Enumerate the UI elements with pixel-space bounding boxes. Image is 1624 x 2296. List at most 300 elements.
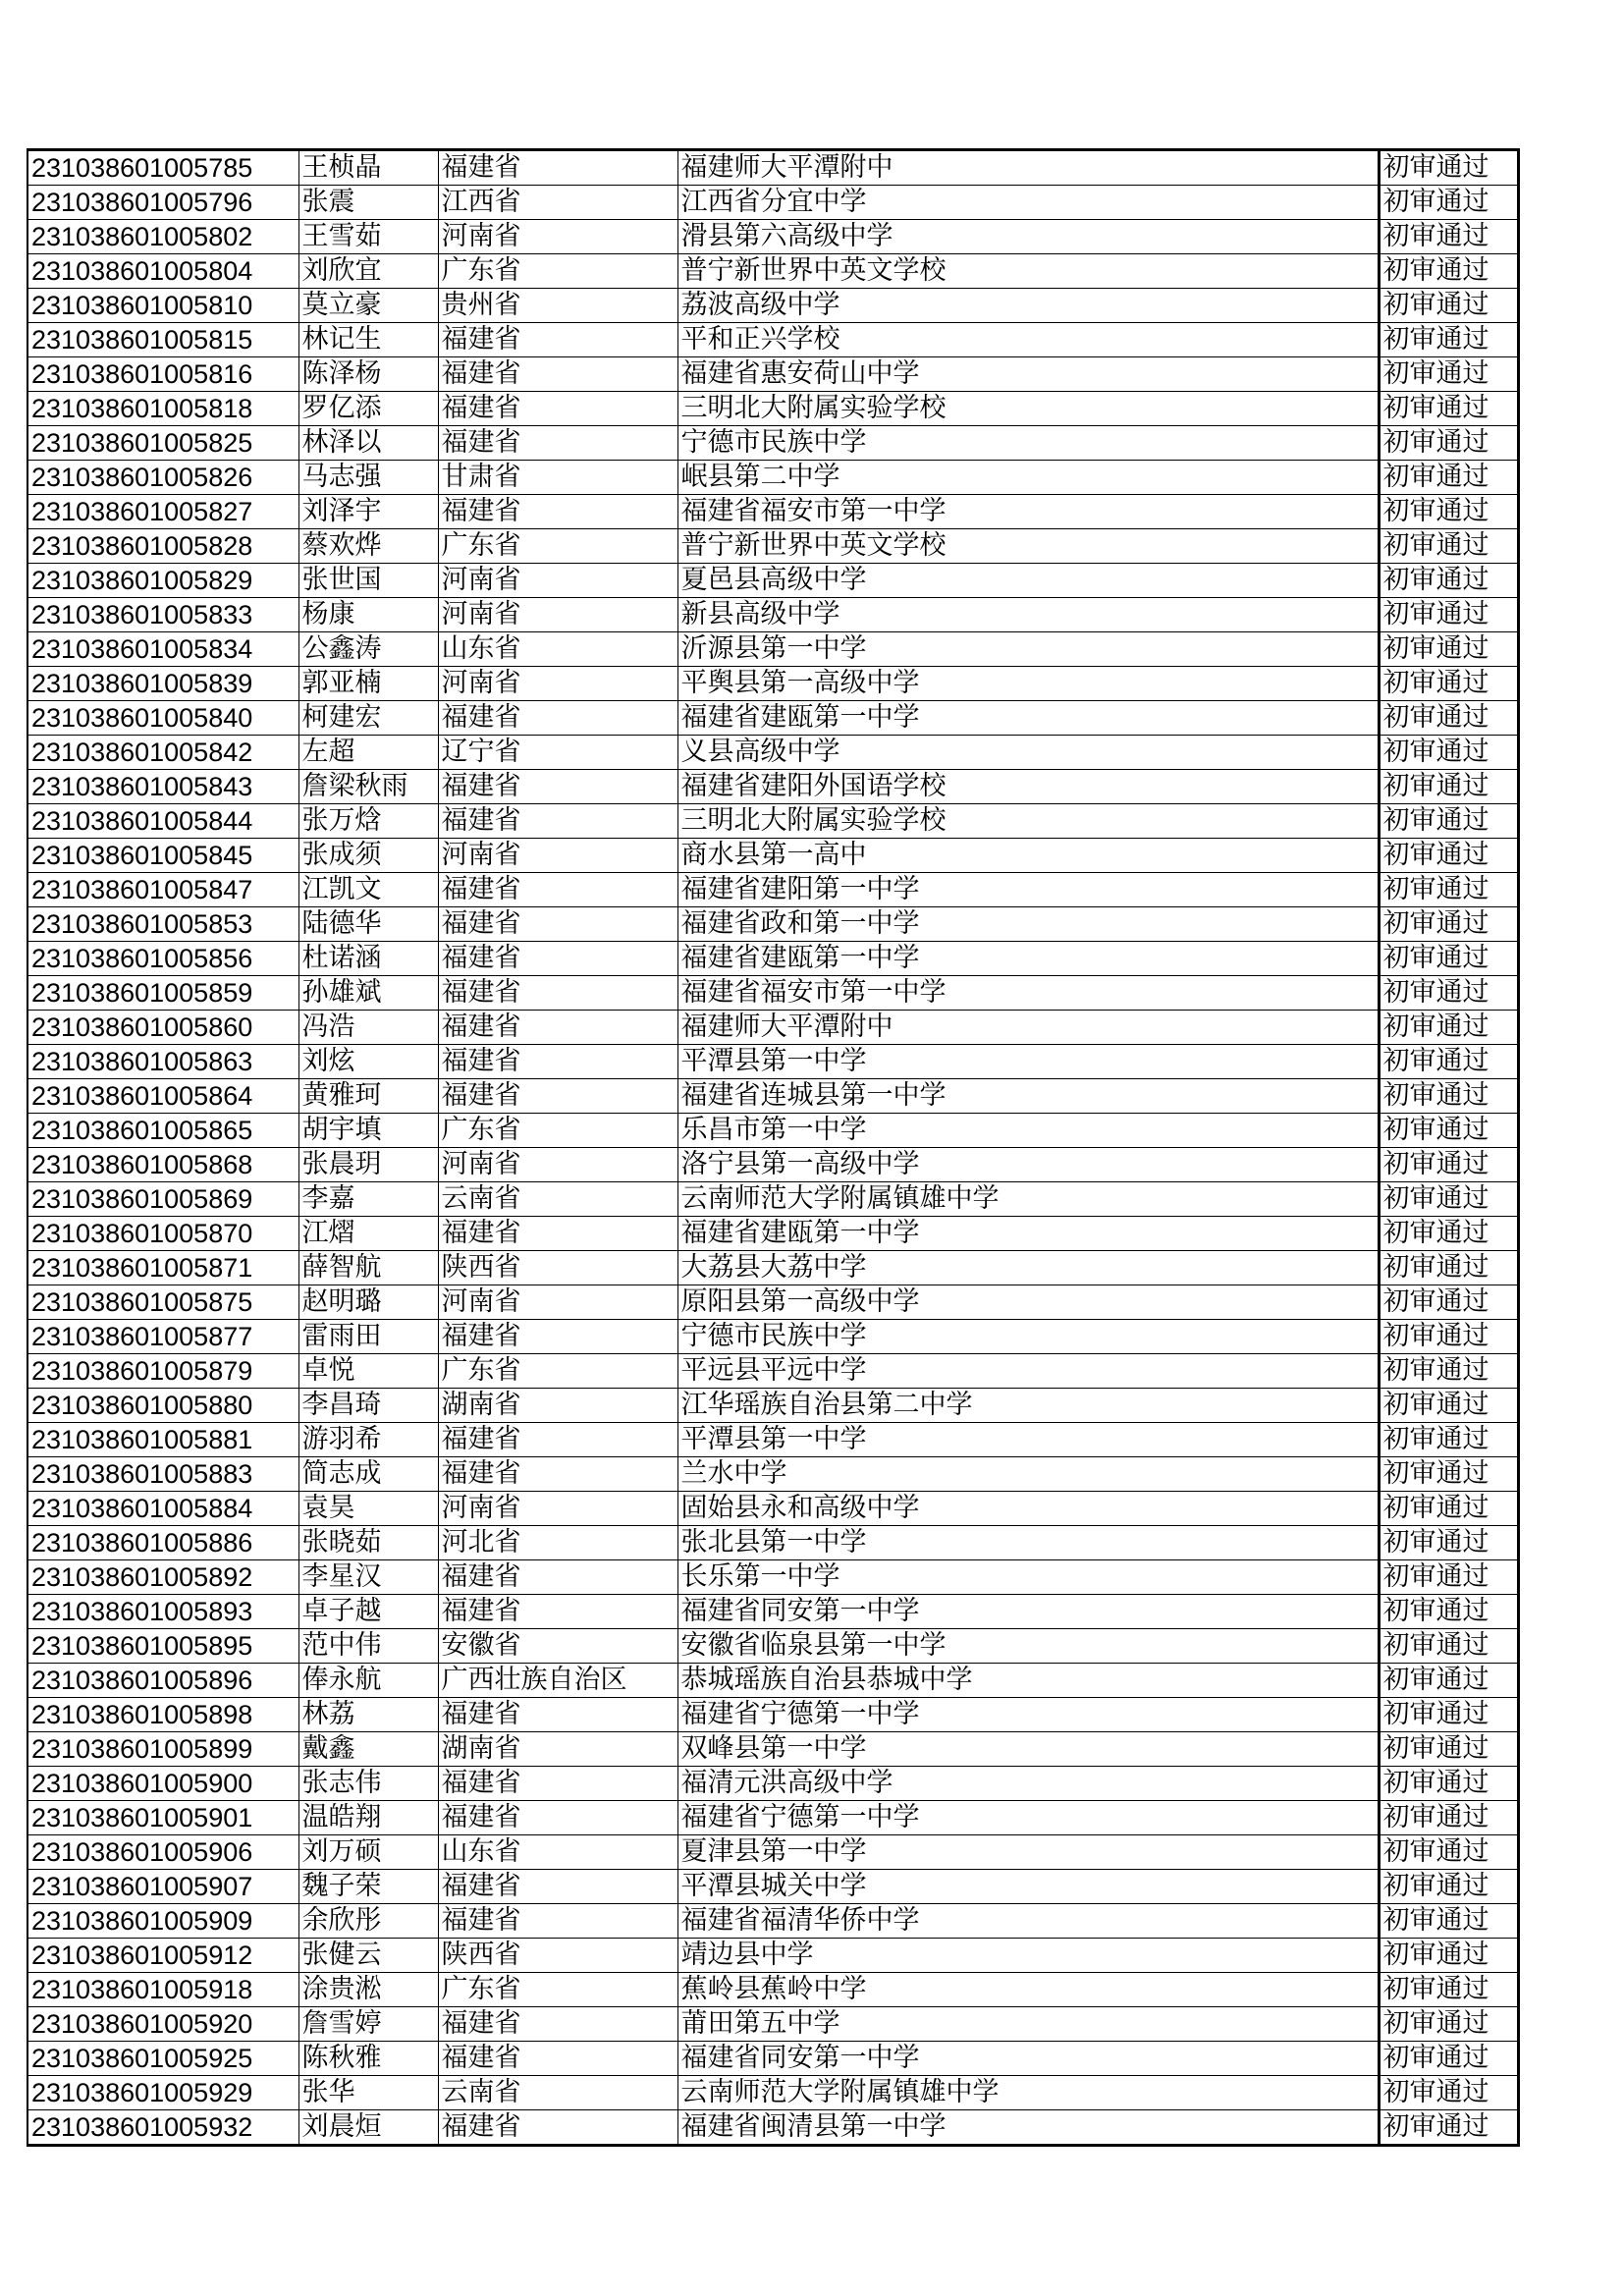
review-status-cell: 初审通过 (1379, 1870, 1518, 1904)
review-status-cell: 初审通过 (1379, 1389, 1518, 1423)
school-cell: 夏津县第一中学 (677, 1835, 1379, 1870)
school-cell: 宁德市民族中学 (677, 1320, 1379, 1354)
applicant-name-cell: 游羽希 (298, 1423, 438, 1457)
table-row (27, 1698, 1518, 1732)
applicant-id-cell: 231038601005829 (27, 564, 298, 598)
applicant-name-cell: 张晨玥 (298, 1148, 438, 1182)
applicant-name-cell: 张万焓 (298, 804, 438, 839)
applicant-name-cell: 孙雄斌 (298, 976, 438, 1011)
school-cell: 福建省惠安荷山中学 (677, 357, 1379, 392)
table-row (27, 1767, 1518, 1801)
applicant-name-cell: 刘万硕 (298, 1835, 438, 1870)
applicant-id-cell: 231038601005859 (27, 976, 298, 1011)
table-row (27, 770, 1518, 804)
applicant-name-cell: 涂贵淞 (298, 1973, 438, 2007)
school-cell: 三明北大附属实验学校 (677, 392, 1379, 426)
applicant-name-cell: 刘晨烜 (298, 2110, 438, 2146)
table-row (27, 1973, 1518, 2007)
applicant-id-cell: 231038601005842 (27, 736, 298, 770)
province-cell: 福建省 (438, 1423, 677, 1457)
table-row (27, 186, 1518, 220)
province-cell: 湖南省 (438, 1389, 677, 1423)
province-cell: 福建省 (438, 2007, 677, 2042)
applicant-id-cell: 231038601005875 (27, 1285, 298, 1320)
school-cell: 普宁新世界中英文学校 (677, 254, 1379, 289)
province-cell: 福建省 (438, 1767, 677, 1801)
review-status-cell: 初审通过 (1379, 667, 1518, 701)
applicant-id-cell: 231038601005853 (27, 907, 298, 942)
table-row (27, 873, 1518, 907)
applicant-name-cell: 张世国 (298, 564, 438, 598)
applicant-name-cell: 俸永航 (298, 1664, 438, 1698)
table-row (27, 254, 1518, 289)
school-cell: 福建省连城县第一中学 (677, 1079, 1379, 1114)
review-status-cell: 初审通过 (1379, 1285, 1518, 1320)
school-cell: 福建省建瓯第一中学 (677, 1217, 1379, 1251)
school-cell: 平潭县第一中学 (677, 1423, 1379, 1457)
school-cell: 岷县第二中学 (677, 461, 1379, 495)
school-cell: 安徽省临泉县第一中学 (677, 1629, 1379, 1664)
applicant-name-cell: 杜诺涵 (298, 942, 438, 976)
table-row (27, 529, 1518, 564)
review-status-cell: 初审通过 (1379, 1904, 1518, 1939)
applicant-name-cell: 江熠 (298, 1217, 438, 1251)
province-cell: 福建省 (438, 2110, 677, 2146)
school-cell: 乐昌市第一中学 (677, 1114, 1379, 1148)
province-cell: 云南省 (438, 2076, 677, 2110)
applicant-id-cell: 231038601005925 (27, 2042, 298, 2076)
applicant-name-cell: 李嘉 (298, 1182, 438, 1217)
table-row (27, 1595, 1518, 1629)
applicant-name-cell: 黄雅珂 (298, 1079, 438, 1114)
applicant-id-cell: 231038601005886 (27, 1526, 298, 1560)
table-row (27, 1320, 1518, 1354)
province-cell: 福建省 (438, 701, 677, 736)
applicant-id-cell: 231038601005881 (27, 1423, 298, 1457)
applicant-name-cell: 魏子荣 (298, 1870, 438, 1904)
table-row (27, 1148, 1518, 1182)
school-cell: 福建省宁德第一中学 (677, 1698, 1379, 1732)
province-cell: 河南省 (438, 1148, 677, 1182)
table-row (27, 1285, 1518, 1320)
applicant-id-cell: 231038601005870 (27, 1217, 298, 1251)
applicant-id-cell: 231038601005810 (27, 289, 298, 323)
school-cell: 原阳县第一高级中学 (677, 1285, 1379, 1320)
province-cell: 湖南省 (438, 1732, 677, 1767)
school-cell: 福建省福安市第一中学 (677, 495, 1379, 529)
review-status-cell: 初审通过 (1379, 701, 1518, 736)
province-cell: 河南省 (438, 1285, 677, 1320)
applicant-id-cell: 231038601005920 (27, 2007, 298, 2042)
table-row (27, 1114, 1518, 1148)
review-status-cell: 初审通过 (1379, 1457, 1518, 1492)
province-cell: 陕西省 (438, 1939, 677, 1973)
school-cell: 江西省分宜中学 (677, 186, 1379, 220)
table-row (27, 598, 1518, 632)
applicant-table-body (27, 150, 1518, 2146)
school-cell: 长乐第一中学 (677, 1560, 1379, 1595)
review-status-cell: 初审通过 (1379, 2007, 1518, 2042)
table-row (27, 701, 1518, 736)
applicant-name-cell: 刘炫 (298, 1045, 438, 1079)
table-row (27, 667, 1518, 701)
applicant-id-cell: 231038601005864 (27, 1079, 298, 1114)
table-row (27, 1079, 1518, 1114)
table-row (27, 736, 1518, 770)
applicant-id-cell: 231038601005834 (27, 632, 298, 667)
review-status-cell: 初审通过 (1379, 254, 1518, 289)
applicant-name-cell: 李星汉 (298, 1560, 438, 1595)
table-row (27, 1492, 1518, 1526)
review-status-cell: 初审通过 (1379, 804, 1518, 839)
school-cell: 固始县永和高级中学 (677, 1492, 1379, 1526)
applicant-name-cell: 蔡欢烨 (298, 529, 438, 564)
province-cell: 福建省 (438, 1011, 677, 1045)
applicant-id-cell: 231038601005843 (27, 770, 298, 804)
school-cell: 云南师范大学附属镇雄中学 (677, 1182, 1379, 1217)
province-cell: 陕西省 (438, 1251, 677, 1285)
applicant-id-cell: 231038601005844 (27, 804, 298, 839)
applicant-name-cell: 李昌琦 (298, 1389, 438, 1423)
province-cell: 辽宁省 (438, 736, 677, 770)
applicant-id-cell: 231038601005929 (27, 2076, 298, 2110)
school-cell: 福建省同安第一中学 (677, 1595, 1379, 1629)
review-status-cell: 初审通过 (1379, 1629, 1518, 1664)
review-status-cell: 初审通过 (1379, 1045, 1518, 1079)
table-row (27, 1423, 1518, 1457)
province-cell: 福建省 (438, 976, 677, 1011)
applicant-id-cell: 231038601005785 (27, 150, 298, 186)
table-row (27, 1354, 1518, 1389)
applicant-name-cell: 戴鑫 (298, 1732, 438, 1767)
school-cell: 江华瑶族自治县第二中学 (677, 1389, 1379, 1423)
province-cell: 河南省 (438, 839, 677, 873)
applicant-name-cell: 罗亿添 (298, 392, 438, 426)
table-row (27, 1217, 1518, 1251)
applicant-id-cell: 231038601005932 (27, 2110, 298, 2146)
applicant-name-cell: 郭亚楠 (298, 667, 438, 701)
applicant-id-cell: 231038601005893 (27, 1595, 298, 1629)
review-status-cell: 初审通过 (1379, 529, 1518, 564)
applicant-name-cell: 马志强 (298, 461, 438, 495)
applicant-id-cell: 231038601005868 (27, 1148, 298, 1182)
review-status-cell: 初审通过 (1379, 186, 1518, 220)
school-cell: 福建省建阳外国语学校 (677, 770, 1379, 804)
school-cell: 兰水中学 (677, 1457, 1379, 1492)
province-cell: 广东省 (438, 254, 677, 289)
review-status-cell: 初审通过 (1379, 564, 1518, 598)
table-row (27, 942, 1518, 976)
review-status-cell: 初审通过 (1379, 942, 1518, 976)
province-cell: 山东省 (438, 632, 677, 667)
applicant-name-cell: 张晓茹 (298, 1526, 438, 1560)
province-cell: 云南省 (438, 1182, 677, 1217)
applicant-name-cell: 温皓翔 (298, 1801, 438, 1835)
school-cell: 普宁新世界中英文学校 (677, 529, 1379, 564)
applicant-id-cell: 231038601005895 (27, 1629, 298, 1664)
school-cell: 福建省宁德第一中学 (677, 1801, 1379, 1835)
applicant-name-cell: 左超 (298, 736, 438, 770)
province-cell: 福建省 (438, 1595, 677, 1629)
review-status-cell: 初审通过 (1379, 1664, 1518, 1698)
applicant-table (27, 148, 1520, 2147)
table-row (27, 1251, 1518, 1285)
review-status-cell: 初审通过 (1379, 1526, 1518, 1560)
province-cell: 福建省 (438, 1320, 677, 1354)
applicant-name-cell: 雷雨田 (298, 1320, 438, 1354)
applicant-id-cell: 231038601005860 (27, 1011, 298, 1045)
school-cell: 沂源县第一中学 (677, 632, 1379, 667)
review-status-cell: 初审通过 (1379, 1251, 1518, 1285)
province-cell: 广东省 (438, 1973, 677, 2007)
table-row (27, 1629, 1518, 1664)
applicant-id-cell: 231038601005900 (27, 1767, 298, 1801)
school-cell: 夏邑县高级中学 (677, 564, 1379, 598)
review-status-cell: 初审通过 (1379, 907, 1518, 942)
school-cell: 蕉岭县蕉岭中学 (677, 1973, 1379, 2007)
applicant-name-cell: 林荔 (298, 1698, 438, 1732)
school-cell: 福清元洪高级中学 (677, 1767, 1379, 1801)
applicant-id-cell: 231038601005796 (27, 186, 298, 220)
review-status-cell: 初审通过 (1379, 976, 1518, 1011)
table-row (27, 2110, 1518, 2146)
school-cell: 大荔县大荔中学 (677, 1251, 1379, 1285)
applicant-name-cell: 王雪茹 (298, 220, 438, 254)
review-status-cell: 初审通过 (1379, 1560, 1518, 1595)
applicant-name-cell: 张健云 (298, 1939, 438, 1973)
table-row (27, 323, 1518, 357)
applicant-id-cell: 231038601005884 (27, 1492, 298, 1526)
review-status-cell: 初审通过 (1379, 426, 1518, 461)
applicant-id-cell: 231038601005845 (27, 839, 298, 873)
school-cell: 福建省建阳第一中学 (677, 873, 1379, 907)
province-cell: 福建省 (438, 323, 677, 357)
province-cell: 河南省 (438, 220, 677, 254)
school-cell: 三明北大附属实验学校 (677, 804, 1379, 839)
school-cell: 平潭县第一中学 (677, 1045, 1379, 1079)
table-row (27, 461, 1518, 495)
province-cell: 贵州省 (438, 289, 677, 323)
review-status-cell: 初审通过 (1379, 150, 1518, 186)
applicant-name-cell: 陆德华 (298, 907, 438, 942)
table-row (27, 976, 1518, 1011)
applicant-id-cell: 231038601005907 (27, 1870, 298, 1904)
province-cell: 广东省 (438, 1114, 677, 1148)
applicant-name-cell: 余欣彤 (298, 1904, 438, 1939)
applicant-id-cell: 231038601005825 (27, 426, 298, 461)
review-status-cell: 初审通过 (1379, 220, 1518, 254)
review-status-cell: 初审通过 (1379, 1148, 1518, 1182)
review-status-cell: 初审通过 (1379, 632, 1518, 667)
applicant-id-cell: 231038601005827 (27, 495, 298, 529)
review-status-cell: 初审通过 (1379, 1354, 1518, 1389)
school-cell: 靖边县中学 (677, 1939, 1379, 1973)
applicant-name-cell: 莫立豪 (298, 289, 438, 323)
province-cell: 福建省 (438, 907, 677, 942)
applicant-name-cell: 卓子越 (298, 1595, 438, 1629)
table-row (27, 1801, 1518, 1835)
table-row (27, 1870, 1518, 1904)
applicant-name-cell: 林泽以 (298, 426, 438, 461)
table-row (27, 1904, 1518, 1939)
review-status-cell: 初审通过 (1379, 1835, 1518, 1870)
table-row (27, 1664, 1518, 1698)
review-status-cell: 初审通过 (1379, 1079, 1518, 1114)
applicant-name-cell: 张震 (298, 186, 438, 220)
applicant-id-cell: 231038601005818 (27, 392, 298, 426)
province-cell: 福建省 (438, 357, 677, 392)
applicant-id-cell: 231038601005847 (27, 873, 298, 907)
province-cell: 河南省 (438, 667, 677, 701)
province-cell: 河北省 (438, 1526, 677, 1560)
table-row (27, 632, 1518, 667)
review-status-cell: 初审通过 (1379, 2076, 1518, 2110)
review-status-cell: 初审通过 (1379, 1698, 1518, 1732)
school-cell: 福建省建瓯第一中学 (677, 701, 1379, 736)
review-status-cell: 初审通过 (1379, 1182, 1518, 1217)
table-row (27, 1560, 1518, 1595)
province-cell: 安徽省 (438, 1629, 677, 1664)
applicant-id-cell: 231038601005906 (27, 1835, 298, 1870)
applicant-name-cell: 薛智航 (298, 1251, 438, 1285)
school-cell: 福建师大平潭附中 (677, 1011, 1379, 1045)
applicant-name-cell: 江凯文 (298, 873, 438, 907)
table-row (27, 220, 1518, 254)
applicant-id-cell: 231038601005840 (27, 701, 298, 736)
table-row (27, 1182, 1518, 1217)
applicant-name-cell: 刘欣宜 (298, 254, 438, 289)
applicant-name-cell: 詹雪婷 (298, 2007, 438, 2042)
school-cell: 福建省建瓯第一中学 (677, 942, 1379, 976)
applicant-id-cell: 231038601005877 (27, 1320, 298, 1354)
applicant-id-cell: 231038601005839 (27, 667, 298, 701)
table-row (27, 1011, 1518, 1045)
applicant-id-cell: 231038601005880 (27, 1389, 298, 1423)
review-status-cell: 初审通过 (1379, 1217, 1518, 1251)
table-row (27, 150, 1518, 186)
province-cell: 福建省 (438, 2042, 677, 2076)
table-row (27, 392, 1518, 426)
school-cell: 云南师范大学附属镇雄中学 (677, 2076, 1379, 2110)
table-row (27, 2042, 1518, 2076)
applicant-id-cell: 231038601005856 (27, 942, 298, 976)
applicant-id-cell: 231038601005912 (27, 1939, 298, 1973)
school-cell: 福建省福清华侨中学 (677, 1904, 1379, 1939)
province-cell: 福建省 (438, 150, 677, 186)
table-row (27, 907, 1518, 942)
province-cell: 河南省 (438, 564, 677, 598)
review-status-cell: 初审通过 (1379, 1595, 1518, 1629)
school-cell: 荔波高级中学 (677, 289, 1379, 323)
applicant-name-cell: 张志伟 (298, 1767, 438, 1801)
table-row (27, 839, 1518, 873)
school-cell: 平和正兴学校 (677, 323, 1379, 357)
applicant-id-cell: 231038601005901 (27, 1801, 298, 1835)
school-cell: 福建省政和第一中学 (677, 907, 1379, 942)
province-cell: 福建省 (438, 1698, 677, 1732)
school-cell: 义县高级中学 (677, 736, 1379, 770)
school-cell: 平潭县城关中学 (677, 1870, 1379, 1904)
table-row (27, 804, 1518, 839)
table-row (27, 1457, 1518, 1492)
applicant-name-cell: 赵明璐 (298, 1285, 438, 1320)
applicant-name-cell: 柯建宏 (298, 701, 438, 736)
table-row (27, 2076, 1518, 2110)
applicant-name-cell: 张成须 (298, 839, 438, 873)
review-status-cell: 初审通过 (1379, 323, 1518, 357)
applicant-id-cell: 231038601005899 (27, 1732, 298, 1767)
province-cell: 福建省 (438, 1217, 677, 1251)
table-row (27, 2007, 1518, 2042)
province-cell: 福建省 (438, 804, 677, 839)
school-cell: 平远县平远中学 (677, 1354, 1379, 1389)
table-row (27, 495, 1518, 529)
applicant-name-cell: 杨康 (298, 598, 438, 632)
province-cell: 福建省 (438, 1457, 677, 1492)
review-status-cell: 初审通过 (1379, 392, 1518, 426)
applicant-name-cell: 范中伟 (298, 1629, 438, 1664)
applicant-name-cell: 林记生 (298, 323, 438, 357)
applicant-name-cell: 胡宇填 (298, 1114, 438, 1148)
school-cell: 商水县第一高中 (677, 839, 1379, 873)
applicant-name-cell: 卓悦 (298, 1354, 438, 1389)
school-cell: 福建省同安第一中学 (677, 2042, 1379, 2076)
applicant-id-cell: 231038601005909 (27, 1904, 298, 1939)
review-status-cell: 初审通过 (1379, 461, 1518, 495)
review-status-cell: 初审通过 (1379, 1973, 1518, 2007)
applicant-id-cell: 231038601005918 (27, 1973, 298, 2007)
table-row (27, 426, 1518, 461)
applicant-name-cell: 公鑫涛 (298, 632, 438, 667)
applicant-name-cell: 詹梁秋雨 (298, 770, 438, 804)
review-status-cell: 初审通过 (1379, 598, 1518, 632)
province-cell: 福建省 (438, 770, 677, 804)
review-status-cell: 初审通过 (1379, 2110, 1518, 2146)
review-status-cell: 初审通过 (1379, 1732, 1518, 1767)
province-cell: 广东省 (438, 1354, 677, 1389)
school-cell: 福建师大平潭附中 (677, 150, 1379, 186)
province-cell: 福建省 (438, 1079, 677, 1114)
applicant-id-cell: 231038601005815 (27, 323, 298, 357)
review-status-cell: 初审通过 (1379, 1320, 1518, 1354)
review-status-cell: 初审通过 (1379, 770, 1518, 804)
review-status-cell: 初审通过 (1379, 495, 1518, 529)
province-cell: 山东省 (438, 1835, 677, 1870)
table-row (27, 289, 1518, 323)
table-row (27, 1835, 1518, 1870)
province-cell: 福建省 (438, 1904, 677, 1939)
table-row (27, 357, 1518, 392)
review-status-cell: 初审通过 (1379, 1011, 1518, 1045)
review-status-cell: 初审通过 (1379, 1801, 1518, 1835)
applicant-id-cell: 231038601005865 (27, 1114, 298, 1148)
table-row (27, 1939, 1518, 1973)
province-cell: 福建省 (438, 873, 677, 907)
applicant-id-cell: 231038601005883 (27, 1457, 298, 1492)
school-cell: 福建省闽清县第一中学 (677, 2110, 1379, 2146)
review-status-cell: 初审通过 (1379, 289, 1518, 323)
applicant-id-cell: 231038601005871 (27, 1251, 298, 1285)
table-row (27, 1045, 1518, 1079)
province-cell: 广西壮族自治区 (438, 1664, 677, 1698)
applicant-id-cell: 231038601005826 (27, 461, 298, 495)
table-row (27, 564, 1518, 598)
applicant-id-cell: 231038601005816 (27, 357, 298, 392)
school-cell: 莆田第五中学 (677, 2007, 1379, 2042)
table-row (27, 1526, 1518, 1560)
school-cell: 福建省福安市第一中学 (677, 976, 1379, 1011)
school-cell: 张北县第一中学 (677, 1526, 1379, 1560)
